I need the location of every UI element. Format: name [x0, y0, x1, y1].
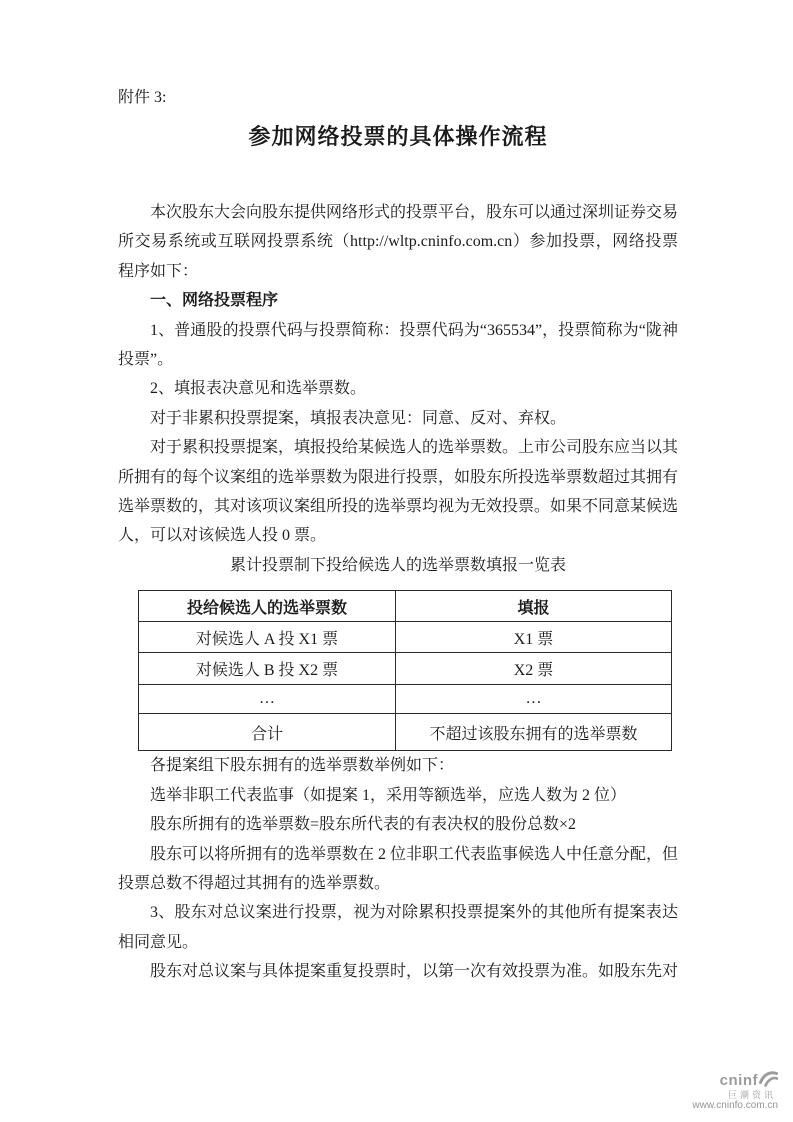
paragraph-non-cumulative: 对于非累积投票提案，填报表决意见：同意、反对、弃权。	[150, 409, 567, 427]
table-caption: 累计投票制下投给候选人的选举票数填报一览表	[229, 556, 566, 574]
paragraph-item-3: 3、股东对总议案进行投票，视为对除累积投票提案外的其他所有提案表达相同意见。	[118, 904, 678, 951]
table-cell: 对候选人 A 投 X1 票	[139, 622, 396, 653]
page-content	[118, 0, 678, 987]
table-row-total	[139, 714, 672, 751]
paragraph-item-2: 2、填报表决意见和选举票数。	[150, 380, 367, 398]
page-title: 参加网络投票的具体操作流程	[248, 124, 548, 149]
paragraph-example-intro: 各提案组下股东拥有的选举票数举例如下：	[150, 757, 455, 775]
paragraph-item-1: 1、普通股的投票代码与投票简称：投票代码为“365534”，投票简称为“陇神投票”。	[118, 321, 678, 369]
cninfo-swirl-icon	[759, 1070, 778, 1092]
table-header-row	[139, 591, 672, 622]
cninfo-url: www.cninfo.com.cn	[692, 1100, 778, 1111]
attachment-label: 附件 3:	[118, 89, 167, 106]
section-heading-1: 一、网络投票程序	[150, 292, 279, 310]
table-cell: …	[139, 685, 396, 714]
table-cell: X2 票	[396, 653, 672, 685]
cninfo-chinese-name: 巨潮资讯	[727, 1090, 776, 1100]
table-row	[139, 685, 672, 714]
table-row	[139, 653, 672, 685]
table-row	[139, 622, 672, 653]
paragraph-item-3-continued: 股东对总议案与具体提案重复投票时，以第一次有效投票为准。如股东先对	[150, 963, 679, 981]
table-cell: 合计	[139, 714, 396, 751]
cninfo-brand-row	[678, 1072, 778, 1090]
table-header-votes: 投给候选人的选举票数	[139, 591, 396, 622]
table-cell: X1 票	[396, 622, 672, 653]
table-cell: …	[396, 685, 672, 714]
table-cell: 不超过该股东拥有的选举票数	[396, 714, 672, 751]
table-cell: 对候选人 B 投 X2 票	[139, 653, 396, 685]
table-header-fill: 填报	[396, 591, 672, 622]
cninfo-watermark	[678, 1072, 778, 1112]
cninfo-brand-text: cninf	[719, 1072, 758, 1089]
paragraph-cumulative: 对于累积投票提案，填报投给某候选人的选举票数。上市公司股东应当以其所拥有的每个议案组的选举票数为限进行投票，如股东所投选举票数超过其拥有选举票数的，其对该项议案组所投的选举票均视为无效投票。如果不同意某候选人，可以对该候选人投 0 票。	[118, 439, 679, 545]
paragraph-example-3: 股东可以将所拥有的选举票数在 2 位非职工代表监事候选人中任意分配，但投票总数不得超过其拥有的选举票数。	[118, 845, 679, 892]
paragraph-example-1: 选举非职工代表监事（如提案 1，采用等额选举，应选人数为 2 位）	[150, 786, 627, 804]
paragraph-example-2: 股东所拥有的选举票数=股东所代表的有表决权的股份总数×2	[150, 816, 577, 834]
paragraph-intro: 本次股东大会向股东提供网络形式的投票平台，股东可以通过深圳证券交易所交易系统或互联网投票系统（http://wltp.cninfo.com.cn）参加投票，网络投票程序如下：	[118, 204, 679, 280]
vote-fill-table	[138, 590, 672, 751]
